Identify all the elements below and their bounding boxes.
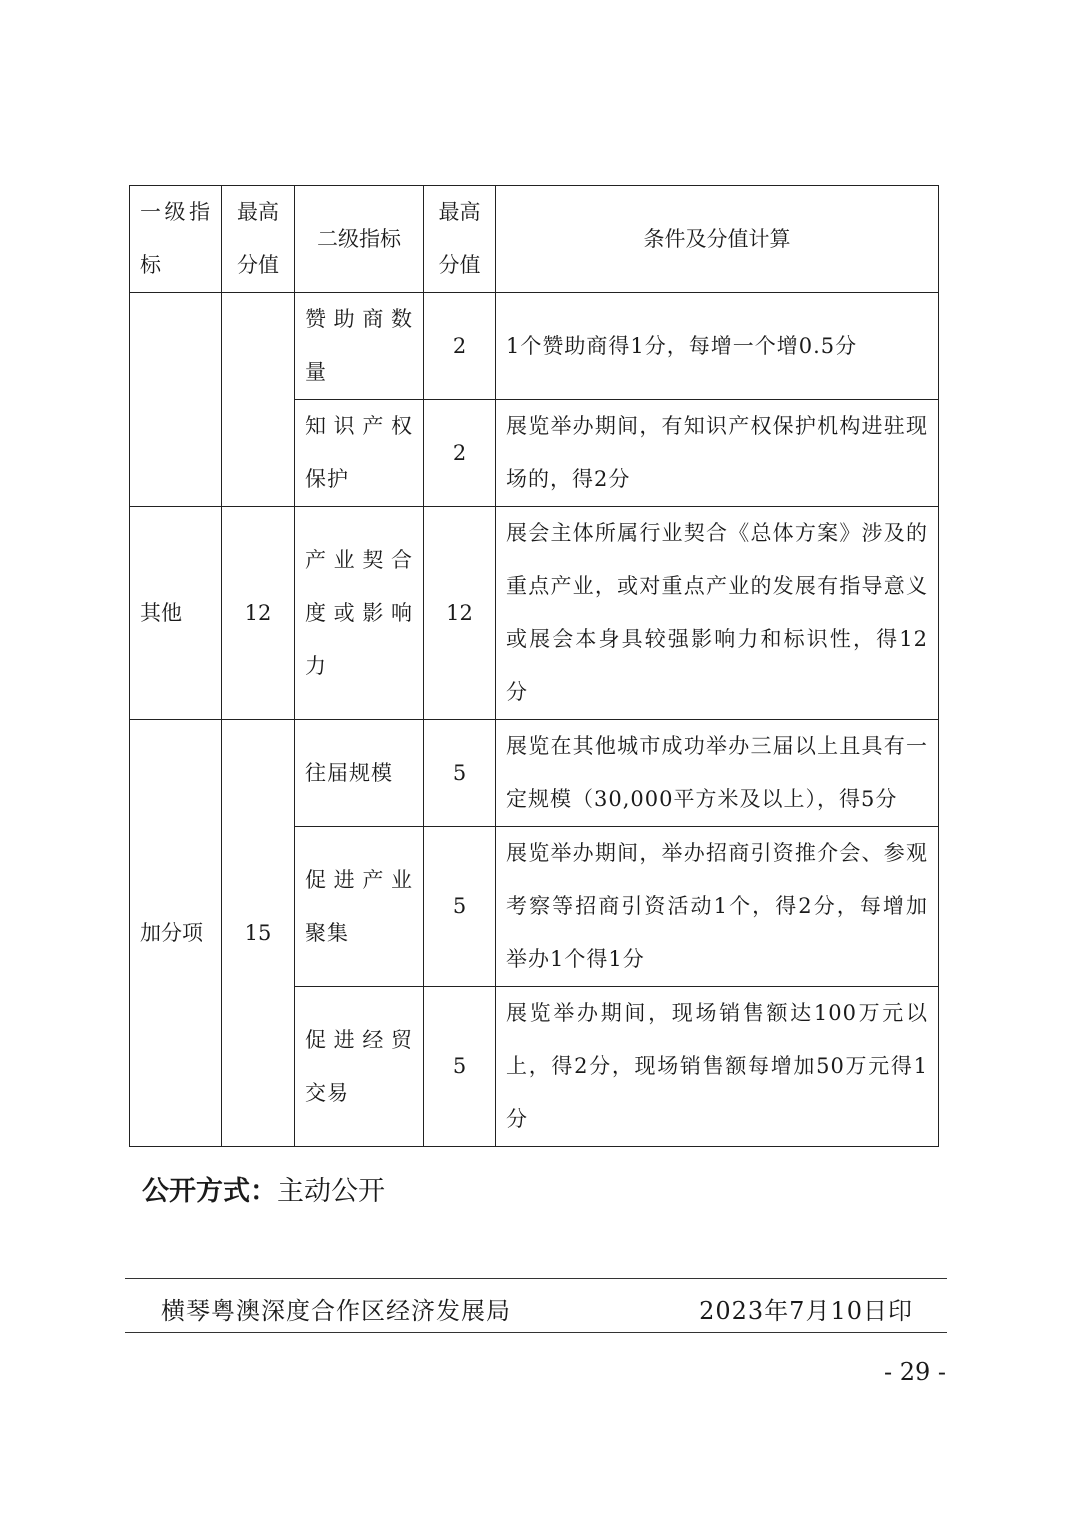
max1-cell: 15	[222, 720, 295, 1147]
scoring-table	[129, 185, 939, 1147]
level1-cell-empty	[130, 293, 222, 507]
header-level2: 二级指标	[295, 186, 424, 293]
print-date: 2023年7月10日印	[699, 1297, 913, 1325]
level1-cell: 加分项	[130, 720, 222, 1147]
conditions-cell: 1个赞助商得1分，每增一个增0.5分	[496, 293, 939, 400]
table-row	[130, 507, 939, 720]
header-conditions: 条件及分值计算	[496, 186, 939, 293]
conditions-cell: 展览举办期间，现场销售额达100万元以上，得2分，现场销售额每增加50万元得1分	[496, 987, 939, 1147]
disclosure-value: 主动公开	[277, 1176, 385, 1207]
disclosure-line	[142, 1168, 385, 1216]
level2-cell: 往届规模	[295, 720, 424, 827]
disclosure-label: 公开方式：	[142, 1176, 277, 1207]
conditions-cell: 展览举办期间，举办招商引资推介会、参观考察等招商引资活动1个，得2分，每增加举办1个得1分	[496, 827, 939, 987]
header-level1: 一级指标	[130, 186, 222, 293]
level2-cell: 产业契合度或影响力	[295, 507, 424, 720]
footer-bottom-rule	[125, 1332, 947, 1333]
max1-cell-empty	[222, 293, 295, 507]
conditions-cell: 展会主体所属行业契合《总体方案》涉及的重点产业，或对重点产业的发展有指导意义或展会本身具较强影响力和标识性，得12分	[496, 507, 939, 720]
max2-cell: 2	[424, 400, 496, 507]
level2-cell: 促进经贸交易	[295, 987, 424, 1147]
table-header-row	[130, 186, 939, 293]
level2-cell: 知识产权保护	[295, 400, 424, 507]
max2-cell: 5	[424, 720, 496, 827]
issuer-name: 横琴粤澳深度合作区经济发展局	[161, 1297, 511, 1325]
conditions-cell: 展览举办期间，有知识产权保护机构进驻现场的，得2分	[496, 400, 939, 507]
footer-top-rule	[125, 1278, 947, 1279]
max2-cell: 5	[424, 827, 496, 987]
max1-cell: 12	[222, 507, 295, 720]
header-max1: 最高分值	[222, 186, 295, 293]
table-row	[130, 293, 939, 400]
max2-cell: 2	[424, 293, 496, 400]
page-number: - 29 -	[883, 1358, 946, 1386]
level2-cell: 促进产业聚集	[295, 827, 424, 987]
level2-cell: 赞助商数量	[295, 293, 424, 400]
table-row	[130, 720, 939, 827]
conditions-cell: 展览在其他城市成功举办三届以上且具有一定规模（30,000平方米及以上），得5分	[496, 720, 939, 827]
print-footer	[125, 1290, 947, 1332]
header-max2: 最高分值	[424, 186, 496, 293]
max2-cell: 5	[424, 987, 496, 1147]
max2-cell: 12	[424, 507, 496, 720]
level1-cell: 其他	[130, 507, 222, 720]
